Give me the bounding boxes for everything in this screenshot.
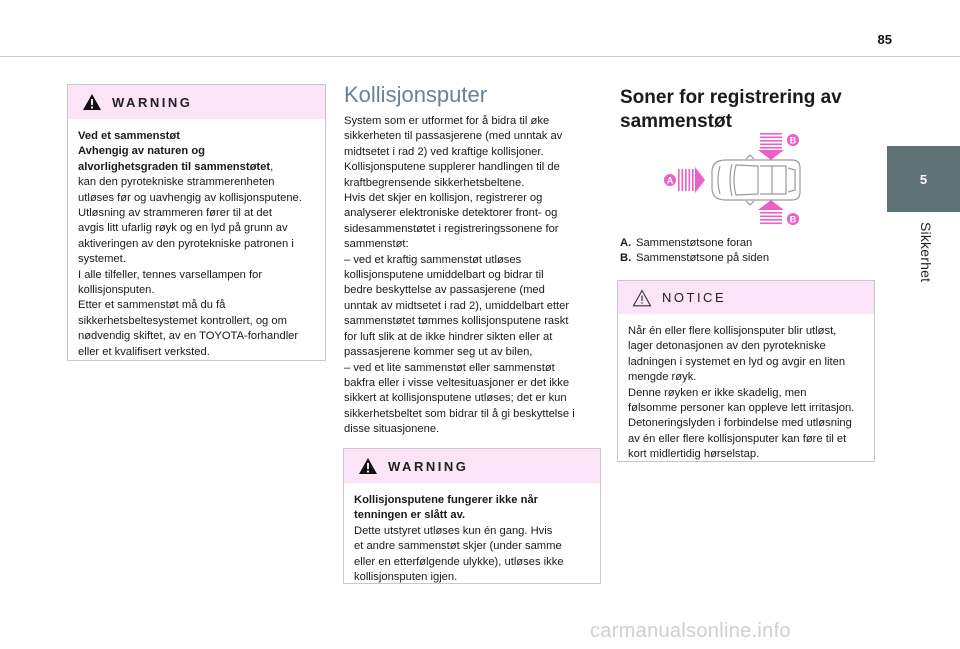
text-line: unntak av midtsetet i rad 2), umiddelbart etter [344,299,570,312]
text-line: sammenstøt: [344,238,409,251]
notice-line: følsomme personer kan oppleve lett irritasjon. [628,402,855,415]
text-line: – ved et lite sammenstøt eller sammenstøt [344,361,555,374]
text-line: kollisjonsputene umiddelbart og bidrar til [344,269,544,282]
airbags-description [344,114,596,438]
notice-line: Detoneringslyden i forbindelse med utløsning [628,417,852,430]
side-impact-arrow-bottom [758,200,784,224]
text-line: Kollisjonsputene supplerer handlingen til de [344,161,560,174]
zone-b-bottom-label: B [789,214,797,225]
warning-triangle-icon [358,457,378,475]
legend-item [620,236,870,251]
text-line: sidesammenstøtet i registreringssonene for [344,222,559,235]
text-line: bakfra eller i visse veltesituasjoner er det ikke [344,376,570,389]
warning-line: Dette utstyret utløses kun én gang. Hvis [354,524,553,537]
warning-header [68,85,325,119]
warning-bold-line: Ved et sammenstøt [78,130,180,142]
warning-line: Utløsning av strammeren fører til at det [78,207,272,220]
text-line: Hvis det skjer en kollisjon, registrerer og [344,192,543,205]
warning-bold-line-wrap [78,160,315,175]
warning-line: systemet. [78,253,126,266]
warning-body [344,483,600,593]
front-impact-arrow [678,167,705,193]
warning-bold-line: Avhengig av naturen og [78,145,206,158]
warning-comma: , [270,160,274,173]
notice-body [618,314,874,471]
notice-line: Når én eller flere kollisjonsputer blir utløst, [628,325,837,337]
legend-item [620,251,870,266]
warning-triangle-icon [82,93,102,111]
title-line: Soner for registrering av [620,87,842,108]
legend-text: Sammenstøtsone foran [636,237,753,249]
warning-box-seatbelt [67,84,326,361]
header-divider [0,56,960,57]
warning-line: Etter et sammenstøt må du få [78,299,226,312]
notice-line: av én eller flere kollisjonsputer kan føre til et [628,432,847,445]
legend-text: Sammenstøtsone på siden [636,252,770,265]
warning-body [68,119,325,368]
chapter-tab-number: 5 [919,171,928,187]
warning-bold-line: tenningen er slått av. [354,509,466,522]
notice-title: NOTICE [662,290,727,305]
warning-bold-line: alvorlighetsgraden til sammenstøtet [78,160,271,173]
text-line: sikkerhetsbeltet som bidrar til å gi beskyttelse i [344,407,575,420]
warning-header [344,449,600,483]
zone-b-top-badge [787,134,799,146]
warning-line: aktiveringen av den pyrotekniske patronen i [78,237,294,250]
text-line: System som er utformet for å bidra til øke [344,115,550,127]
warning-bold-line: Kollisjonsputene fungerer ikke når [354,494,539,506]
notice-line: ladningen i systemet en lyd og avgir en liten [628,355,846,368]
warning-line: eller en etterfølgende ulykke), utløses ikke [354,555,564,568]
warning-line: avgis litt ufarlig røyk og en lyd på grunn av [78,222,288,235]
zone-b-bottom-badge [787,213,799,225]
impact-zones-legend [620,236,870,267]
text-line: bedre beskyttelse av passasjerene (med [344,284,545,297]
warning-line: et andre sammenstøt skjer (under samme [354,540,562,553]
notice-line: lager detonasjonen av den pyrotekniske [628,340,826,353]
title-line: sammenstøt [620,111,732,132]
section-title-airbags: Kollisjonsputer [344,82,488,107]
warning-line: kollisjonsputen. [78,284,155,297]
zone-a-badge [664,174,676,186]
notice-line: mengde røyk. [628,371,697,384]
warning-box-airbags-off [343,448,601,584]
warning-line: kan den pyrotekniske strammerenheten [78,176,275,189]
text-line: midtsetet i rad 2) ved kraftige kollisjoner. [344,145,544,158]
notice-header [618,281,874,314]
zone-b-top-label: B [789,135,797,146]
text-line: analyserer elektroniske detektorer front- og [344,207,558,220]
notice-triangle-icon [632,289,652,307]
warning-line: kollisjonsputen igjen. [354,571,458,584]
watermark: carmanualsonline.info [590,620,791,642]
text-line: passasjerene kommer seg ut av bilen, [344,346,533,359]
warning-line: I alle tilfeller, tennes varsellampen for [78,268,263,281]
text-line: sikkerheten til passasjerene (med unntak av [344,130,563,143]
warning-line: sikkerhetsbeltesystemet kontrollert, og om [78,314,287,327]
warning-line: utløses før og uavhengig av kollisjonsputene. [78,191,302,204]
notice-box-detonation [617,280,875,462]
notice-line: kort midlertidig hørselstap. [628,448,760,461]
warning-line: eller et kvalifisert verksted. [78,345,210,358]
impact-zones-diagram [660,128,810,232]
warning-line: nødvendig skiftet, av en TOYOTA-forhandler [78,330,299,343]
text-line: kraftbegrensende sikkerhetsbeltene. [344,176,525,189]
text-line: disse situasjonene. [344,423,440,436]
warning-title: WARNING [388,458,469,474]
notice-line: Denne røyken er ikke skadelig, men [628,386,807,399]
section-title-impact-zones [620,86,870,134]
legend-key: A. [620,237,632,249]
legend-key: B. [620,252,632,265]
text-line: for luft slik at de ikke hindrer sikten eller at [344,330,553,343]
page-number: 85 [877,32,892,47]
side-impact-arrow-top [758,133,784,160]
text-line: sammenstøtet tømmes kollisjonsputene raskt [344,315,569,328]
text-line: sikkert at kollisjonsputene utløses; det er kun [344,392,567,405]
zone-a-label: A [666,175,674,186]
text-line: – ved et kraftig sammenstøt utløses [344,253,522,266]
car-top-view-icon [712,155,800,205]
chapter-tab-label: Sikkerhet [918,222,934,283]
warning-title: WARNING [112,94,193,110]
